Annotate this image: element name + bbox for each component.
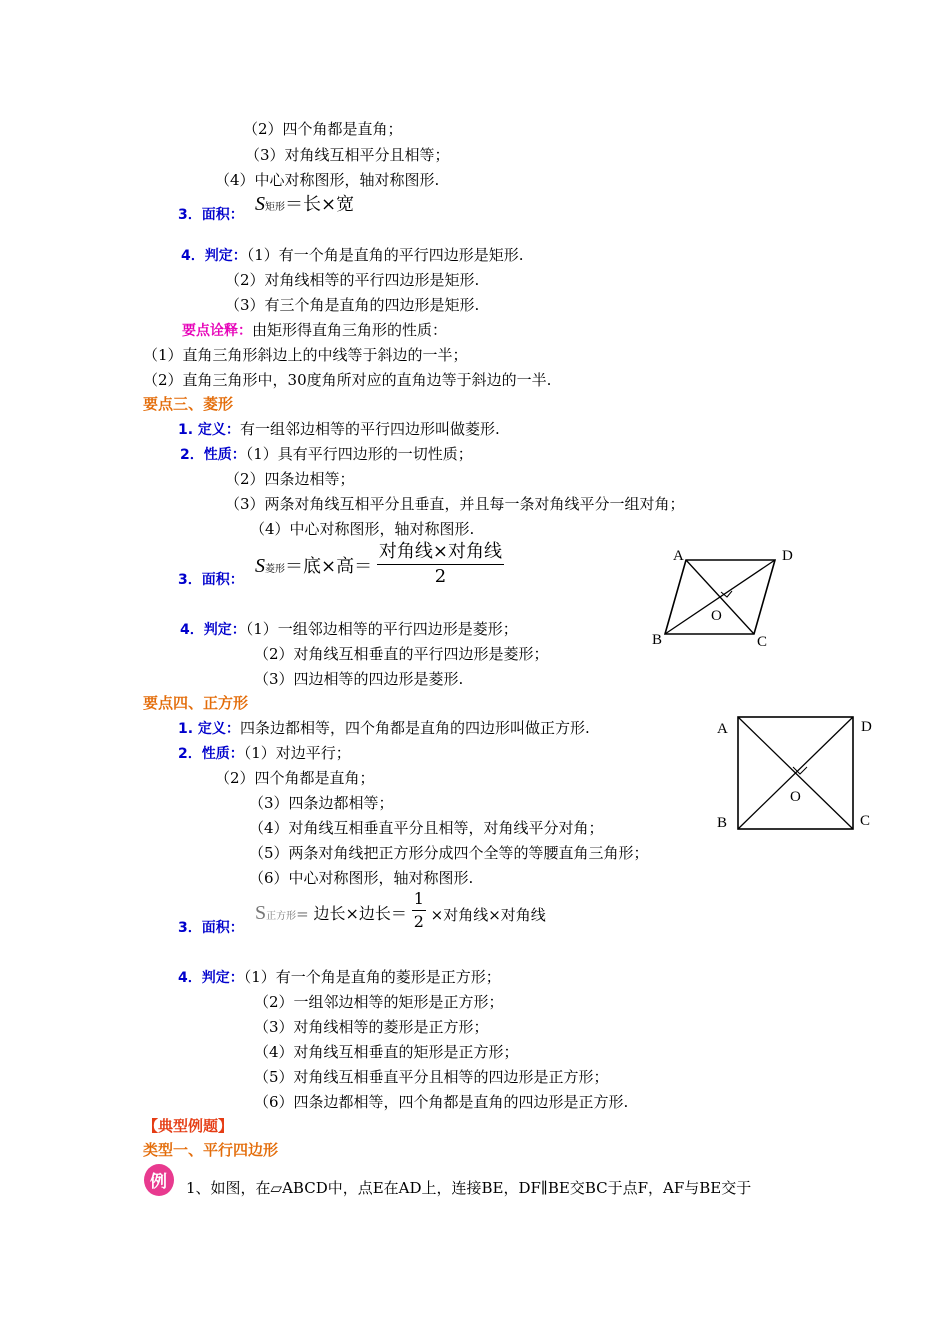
rhombus-def-line [178,419,500,440]
rhombus-label-a: A [673,548,684,564]
rect-note-label: 要点诠释： [182,323,252,339]
rhombus-area-num: 对角线×对角线 [377,540,504,565]
square-judge-label: 4．判定： [178,970,244,986]
rhombus-prop-label: 2．性质： [180,447,246,463]
square-judge-2: （2）一组邻边相等的矩形是正方形； [254,993,504,1011]
square-judge-6: （6）四条边都相等，四个角都是直角的四边形是正方形. [254,1093,629,1111]
square-heading: 要点四、正方形 [143,694,249,712]
rect-note-2: （2）直角三角形中，30度角所对应的直角边等于斜边的一半. [143,371,552,389]
rhombus-area-s: S [255,554,265,577]
square-area [178,917,244,938]
rhombus-area-sub: 菱形 [265,563,285,575]
rhombus-area-fraction [377,540,504,589]
rhombus-judge-2: （2）对角线互相垂直的平行四边形是菱形； [254,645,549,663]
square-area-label: 3．面积： [178,920,244,936]
rhombus-def-label: 1. 定义： [178,422,240,438]
square-area-den: 2 [413,912,424,931]
rect-area-s: S [255,193,265,215]
square-label-c: C [860,813,871,829]
rect-prop-4: （4）中心对称图形，轴对称图形. [215,171,440,189]
rhombus-prop-1: （1）具有平行四边形的一切性质； [245,445,473,463]
square-prop-label: 2．性质： [178,746,244,762]
square-figure [705,705,890,835]
square-prop-2: （2）四个角都是直角； [215,769,375,787]
square-prop-3: （3）四条边都相等； [249,794,394,812]
square-prop-5: （5）两条对角线把正方形分成四个全等的等腰直角三角形； [249,844,649,862]
square-def-text: 四条边都相等，四个角都是直角的四边形叫做正方形. [239,719,590,737]
square-def-line [178,718,590,739]
rhombus-judge-line [180,619,518,640]
rhombus-area-formula [255,540,504,589]
square-prop-4: （4）对角线互相垂直平分且相等，对角线平分对角； [249,819,604,837]
rect-prop-3: （3）对角线互相平分且相等； [245,146,450,164]
rhombus-area-mid: ＝底×高＝ [285,555,373,577]
rhombus-area [178,569,244,590]
rhombus-figure [640,540,810,655]
square-area-rhs: ×对角线×对角线 [430,905,546,924]
rhombus-label-o: O [711,608,722,624]
square-area-fraction [412,888,426,933]
square-judge-line [178,967,501,988]
rhombus-label-c: C [757,634,768,650]
rect-area-label: 3．面积： [178,207,244,223]
square-prop-1: （1）对边平行； [243,744,351,762]
rhombus-prop-line [180,444,473,465]
rhombus-area-label: 3．面积： [178,572,244,588]
rect-judge-label: 4．判定： [181,248,247,264]
square-label-b: B [717,815,728,831]
square-label-o: O [790,789,801,805]
square-judge-1: （1）有一个角是直角的菱形是正方形； [243,968,501,986]
square-judge-4: （4）对角线互相垂直的矩形是正方形； [254,1043,519,1061]
rect-judge-1-line [181,245,524,266]
rect-area-formula [255,190,354,222]
rect-note-text: 由矩形得直角三角形的性质： [252,321,448,339]
rhombus-judge-label: 4．判定： [180,622,246,638]
rhombus-prop-4: （4）中心对称图形，轴对称图形. [250,520,475,538]
rect-judge-3: （3）有三个角是直角的四边形是矩形. [225,296,480,314]
square-area-sub: 正方形 [266,910,297,922]
rect-note-line [182,320,447,341]
examples-type-1: 类型一、平行四边形 [143,1141,279,1159]
rhombus-prop-2: （2）四条边相等； [225,470,355,488]
rect-prop-2: （2）四个角都是直角； [243,120,403,138]
square-area-s: S [255,901,267,924]
rhombus-def-text: 有一组邻边相等的平行四边形叫做菱形. [239,420,500,438]
example-badge-text: 例 [150,1172,167,1192]
square-prop-6: （6）中心对称图形，轴对称图形. [249,869,474,887]
rhombus-heading: 要点三、菱形 [143,395,234,413]
rect-area [178,204,244,225]
example-1-text: 1、如图，在▱ABCD中，点E在AD上，连接BE，DF∥BE交BC于点F，AF与BE交于 [186,1179,752,1197]
square-judge-3: （3）对角线相等的菱形是正方形； [254,1018,489,1036]
rhombus-label-d: D [782,548,793,564]
rhombus-area-den: 2 [434,566,447,587]
rect-judge-2: （2）对角线相等的平行四边形是矩形. [225,271,480,289]
square-judge-5: （5）对角线互相垂直平分且相等的四边形是正方形； [254,1068,609,1086]
rhombus-label-b: B [652,632,663,648]
square-area-formula [255,888,546,933]
rect-area-sub: 矩形 [265,202,285,213]
examples-heading: 【典型例题】 [143,1117,234,1135]
example-badge-icon [143,1163,177,1199]
rect-area-rhs: ＝长×宽 [285,194,355,215]
square-label-a: A [717,721,728,737]
rhombus-judge-1: （1）一组邻边相等的平行四边形是菱形； [245,620,518,638]
rect-note-1: （1）直角三角形斜边上的中线等于斜边的一半； [143,346,468,364]
rect-judge-1: （1）有一个角是直角的平行四边形是矩形. [246,246,524,264]
square-label-d: D [861,719,872,735]
rhombus-prop-3: （3）两条对角线互相平分且垂直，并且每一条对角线平分一组对角； [225,495,685,513]
square-prop-line [178,743,351,764]
rhombus-judge-3: （3）四边相等的四边形是菱形. [254,670,464,688]
square-area-mid: 边长×边长＝ [313,903,407,923]
square-area-num: 1 [413,889,424,908]
square-area-eq: = [296,904,309,923]
square-def-label: 1. 定义： [178,721,240,737]
